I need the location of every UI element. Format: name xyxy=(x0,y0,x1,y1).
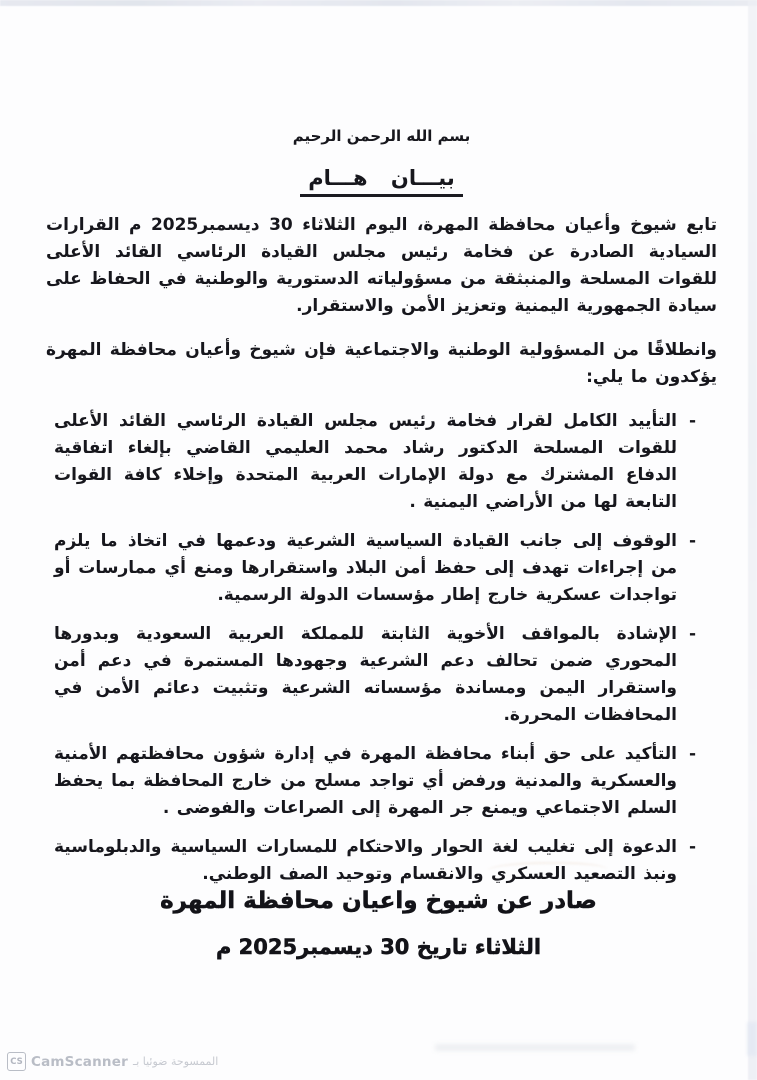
statement-title-wrap xyxy=(46,166,717,197)
scan-edge-artifact-top xyxy=(0,0,757,6)
list-item xyxy=(46,408,699,516)
intro-paragraph: تابع شيوخ وأعيان محافظة المهرة، اليوم الثلاثاء 30 ديسمبر2025 م القرارات السيادية الصادرة عن فخامة رئيس مجلس القيادة الرئاسي القائد الأعلى للقوات المسلحة والمنبثقة من مسؤولياته الدستورية والوطنية في الحفاظ على سيادة الجمهورية اليمنية وتعزيز الأمن والاستقرار. xyxy=(46,215,717,316)
camscanner-icon: CS xyxy=(7,1052,26,1071)
issued-by-line: صادر عن شيوخ واعيان محافظة المهرة xyxy=(160,888,597,914)
point-mahrah-rights: التأكيد على حق أبناء محافظة المهرة في إدارة شؤون محافظتهم الأمنية والعسكرية والمدنية ورفض أي تواجد مسلح من خارج المحافظة بما يحفظ السلم الاجتماعي ويمنع جر المهرة إلى الصراعات والفوضى . xyxy=(54,744,677,818)
statement-title: بيـــان هـــام xyxy=(300,166,462,197)
dash-bullet-icon: - xyxy=(688,837,697,857)
dash-bullet-icon: - xyxy=(688,744,697,764)
camscanner-brand-label: CamScanner xyxy=(31,1053,128,1070)
list-item xyxy=(46,834,699,888)
point-stand-with-leadership: الوقوف إلى جانب القيادة السياسية الشرعية ودعمها في اتخاذ ما يلزم من إجراءات تهدف إلى حفظ أمن البلاد واستقرارها ومنع أي ممارسات أو تواجدات عسكرية خارج إطار مؤسسات الدولة الرسمية. xyxy=(54,531,677,605)
affirmation-paragraph: وانطلاقًا من المسؤولية الوطنية والاجتماعية فإن شيوخ وأعيان محافظة المهرة يؤكدون ما يلي: xyxy=(46,340,717,387)
document-footer xyxy=(0,888,757,959)
scan-smudge-artifact xyxy=(435,1044,635,1051)
statement-points-list xyxy=(46,408,699,888)
list-item xyxy=(46,621,699,729)
dash-bullet-icon: - xyxy=(688,531,697,551)
bismillah-line: بسم الله الرحمن الرحيم xyxy=(292,127,471,145)
point-dialogue-call: الدعوة إلى تغليب لغة الحوار والاحتكام للمسارات السياسية والدبلوماسية ونبذ التصعيد العسكري والانقسام وتوحيد الصف الوطني. xyxy=(54,837,677,884)
camscanner-watermark xyxy=(7,1052,218,1071)
scanned-with-arabic-label: الممسوحة ضوئيا بـ xyxy=(132,1055,219,1068)
list-item xyxy=(46,528,699,609)
point-praise-saudi: الإشادة بالمواقف الأخوية الثابتة للمملكة العربية السعودية وبدورها المحوري ضمن تحالف دعم الشرعية وجهودها المستمرة في دعم أمن واستقرار اليمن ومساندة مؤسساته الشرعية وتثبيت دعائم الأمن في المحافظات المحررة. xyxy=(54,624,677,725)
list-item xyxy=(46,741,699,822)
dash-bullet-icon: - xyxy=(688,411,697,431)
footer-date-line: الثلاثاء تاريخ 30 ديسمبر2025 م xyxy=(215,935,542,959)
point-support-decision: التأييد الكامل لقرار فخامة رئيس مجلس القيادة الرئاسي القائد الأعلى للقوات المسلحة الدكتور رشاد محمد العليمي القاضي بإلغاء اتفاقية الدفاع المشترك مع دولة الإمارات العربية المتحدة وإخلاء كافة القوات التابعة لها من الأراضي اليمنية . xyxy=(54,411,677,512)
document-body xyxy=(0,127,757,888)
dash-bullet-icon: - xyxy=(688,624,697,644)
scan-corner-artifact xyxy=(747,1022,757,1056)
